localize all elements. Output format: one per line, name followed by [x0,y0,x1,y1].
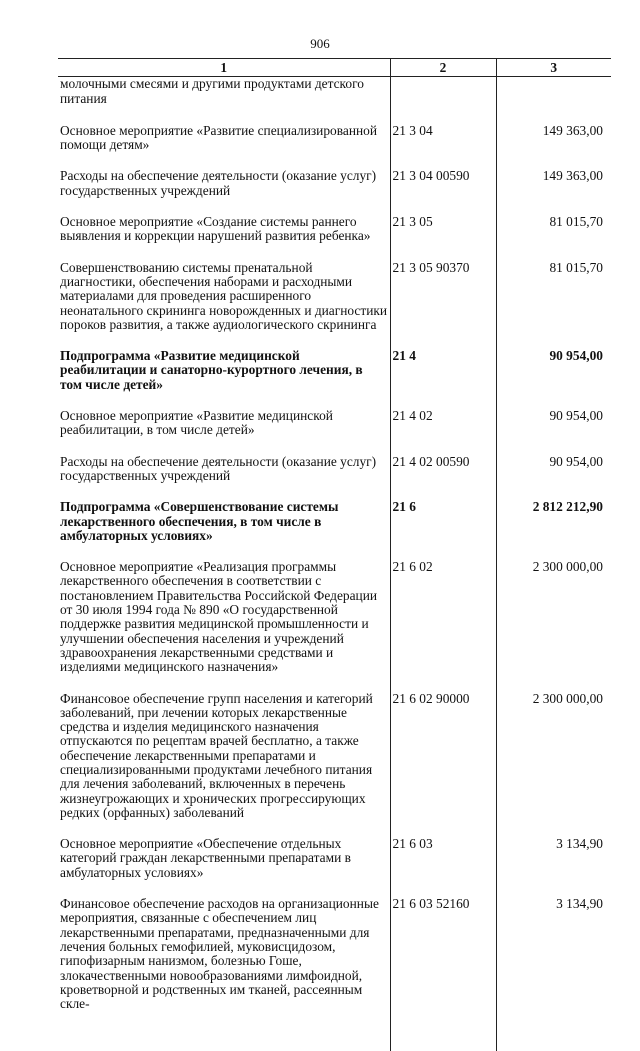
row-description: Расходы на обеспечение деятельности (оказание услуг) государственных учреждений [60,453,377,483]
column-header-1: 1 [58,59,390,77]
row-code: 21 4 [390,349,496,409]
row-code: 21 6 03 [390,837,496,897]
row-code [390,77,496,124]
row-code: 21 3 04 [390,124,496,170]
table-row-subprogram [58,500,611,560]
row-amount: 81 015,70 [496,215,611,261]
table-header-row [58,59,611,77]
page-number: 906 [310,36,330,51]
row-description: Финансовое обеспечение групп населения и категорий заболеваний, при лечении которых лекарственные средства и изделия медицинского назначения отпускаются по рецептам врачей бесплатно, а также обеспечение лекарственными препаратами и специализированными продуктами лечебного питания для лечения заболеваний, включенных в перечень жизнеугрожающих и хронических прогрессирующих редких (орфанных) заболеваний [60,690,373,820]
row-code: 21 6 02 90000 [390,692,496,838]
table-row [58,897,611,1051]
row-description: Основное мероприятие «Развитие медицинской реабилитации, в том числе детей» [60,408,333,438]
table-row [58,77,611,124]
row-description: Основное мероприятие «Развитие специализированной помощи детям» [60,122,378,153]
table-row [58,124,611,170]
table-row [58,169,611,215]
table-row [58,215,611,261]
row-amount: 3 134,90 [496,897,611,1051]
row-description: Финансовое обеспечение расходов на организационные мероприятия, связанные с обеспечением лиц лекарственными препаратами, предназначенными для лечения больных гемофилией, муковисцидозом, гипофизарным нанизмом, болезнью Гоше, злокачественными новообразованиями лимфоидной, кроветворной и родственных им тканей, рассеянным скле- [60,896,379,1012]
row-description: Основное мероприятие «Создание системы раннего выявления и коррекции нарушений развития ребенка» [60,214,371,244]
row-description: Подпрограмма «Совершенствование системы лекарственного обеспечения, в том числе в амбулаторных условиях» [60,499,339,543]
budget-table [58,58,611,1051]
row-amount: 149 363,00 [496,169,611,215]
row-amount: 81 015,70 [496,261,611,349]
row-code: 21 6 03 52160 [390,897,496,1051]
column-header-3: 3 [496,59,611,77]
row-code: 21 4 02 00590 [390,455,496,501]
row-description: Основное мероприятие «Обеспечение отдельных категорий граждан лекарственными препаратами в амбулаторных условиях» [60,836,351,880]
table-row [58,409,611,455]
row-amount: 90 954,00 [496,409,611,455]
row-code: 21 6 [390,500,496,560]
row-description: Основное мероприятие «Реализация программы лекарственного обеспечения в соответствии с постановлением Правительства Российской Федерации от 30 июля 1994 года № 890 «О государственной поддержке развития медицинской промышленности и улучшении обеспечения населения и учреждений здравоохранения лекарственными средствами и изделиями медицинского назначения» [60,559,378,675]
row-amount: 2 300 000,00 [496,692,611,838]
row-amount: 2 812 212,90 [496,500,611,560]
row-code: 21 4 02 [390,409,496,455]
row-amount: 3 134,90 [496,837,611,897]
row-amount [496,77,611,124]
row-description: Расходы на обеспечение деятельности (оказание услуг) государственных учреждений [60,168,377,198]
table-row [58,837,611,897]
row-amount: 149 363,00 [496,124,611,170]
row-description: молочными смесями и другими продуктами детского питания [60,76,364,106]
table-row-subprogram [58,349,611,409]
row-code: 21 6 02 [390,560,496,691]
table-row [58,261,611,349]
row-amount: 90 954,00 [496,349,611,409]
table-row [58,560,611,691]
row-description: Подпрограмма «Развитие медицинской реабилитации и санаторно-курортного лечения, в том числе детей» [60,348,363,392]
table-row [58,455,611,501]
row-code: 21 3 05 [390,215,496,261]
row-code: 21 3 05 90370 [390,261,496,349]
row-amount: 2 300 000,00 [496,560,611,691]
row-description: Совершенствованию системы пренатальной диагностики, обеспечения наборами и расходными материалами для проведения расширенного неонатального скрининга новорожденных и диагностики пороков развития, а также аудиологического скрининга [60,259,388,332]
row-amount: 90 954,00 [496,455,611,501]
table-row [58,692,611,838]
column-header-2: 2 [390,59,496,77]
row-code: 21 3 04 00590 [390,169,496,215]
